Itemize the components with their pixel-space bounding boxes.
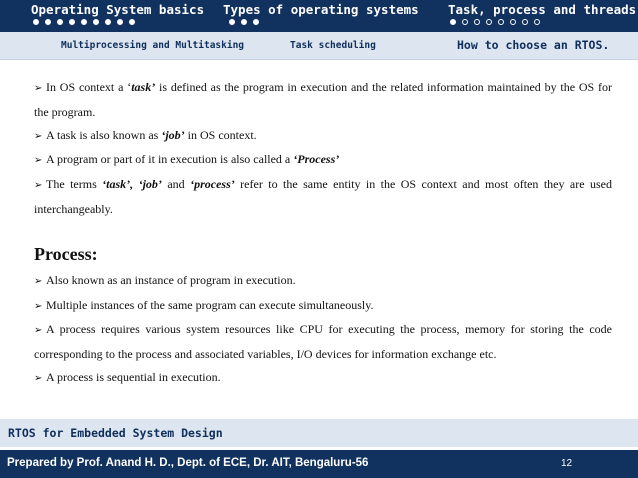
nav-dot[interactable] [105,19,111,25]
nav-dot[interactable] [93,19,99,25]
nav-dot[interactable] [129,19,135,25]
nav-dot[interactable] [45,19,51,25]
top-navigation [0,0,638,32]
bullet-job: ➢ A task is also known as ‘job’ in OS context. [34,124,612,149]
footer-author-bar [0,450,638,478]
bullet-process-resources: ➢ A process requires various system resources like CPU for executing the process, memory for storing the code corresponding to the process and associated variables, I/O devices for information exchange etc. [34,322,612,362]
nav-dot[interactable] [241,19,247,25]
nav-dot[interactable] [229,19,235,25]
slide-content [34,76,612,391]
arrow-bullet-icon: ➢ [34,300,43,312]
process-heading: Process: [34,243,98,264]
bullet-terms-interchangeable: ➢ The terms ‘task’, ‘job’ and ‘process’ refer to the same entity in the OS context and most often they are used interchangeably. [34,177,612,216]
nav-section-task-process-threads[interactable] [430,0,638,32]
nav-dot[interactable] [474,19,480,25]
arrow-bullet-icon: ➢ [34,83,43,94]
nav-progress-dots [229,19,259,25]
nav-progress-dots [33,19,135,25]
nav-dot[interactable] [522,19,528,25]
arrow-bullet-icon: ➢ [34,275,43,287]
subnav-item-task-scheduling[interactable]: Task scheduling [290,40,376,51]
author-credit: Prepared by Prof. Anand H. D., Dept. of ECE, Dr. AIT, Bengaluru-56 [7,457,369,469]
bullet-process-sequential: ➢ A process is sequential in execution. [34,366,612,391]
nav-section-os-types[interactable] [215,0,430,32]
sub-navigation [0,32,638,60]
nav-dot[interactable] [117,19,123,25]
course-title: RTOS for Embedded System Design [8,426,223,440]
nav-section-title[interactable]: Types of operating systems [223,2,419,17]
nav-section-os-basics[interactable] [0,0,215,32]
arrow-bullet-icon: ➢ [34,180,43,192]
arrow-bullet-icon: ➢ [34,372,43,384]
arrow-bullet-icon: ➢ [34,130,43,142]
bullet-task-definition: ➢ In OS context a ‘task’ is defined as the program in execution and the related information maintained by the OS for the program. [34,80,612,119]
arrow-bullet-icon: ➢ [34,155,43,167]
nav-progress-dots [450,19,540,25]
nav-dot[interactable] [33,19,39,25]
page-number: 12 [561,458,573,469]
nav-dot[interactable] [510,19,516,25]
nav-dot[interactable] [498,19,504,25]
nav-dot[interactable] [486,19,492,25]
nav-dot[interactable] [57,19,63,25]
nav-dot[interactable] [462,19,468,25]
subnav-item-multiprocessing[interactable]: Multiprocessing and Multitasking [61,40,245,51]
bullet-multiple-instances: ➢ Multiple instances of the same program can execute simultaneously. [34,294,612,319]
arrow-bullet-icon: ➢ [34,325,43,337]
footer-course-band [0,419,638,447]
bullet-process-term: ➢ A program or part of it in execution is also called a ‘Process’ [34,148,612,173]
nav-dot[interactable] [69,19,75,25]
nav-section-title[interactable]: Operating System basics [31,2,205,17]
nav-dot[interactable] [81,19,87,25]
nav-dot[interactable] [534,19,540,25]
bullet-process-instance: ➢ Also known as an instance of program in execution. [34,269,612,294]
nav-section-title[interactable]: Task, process and threads [448,2,637,17]
nav-dot-current[interactable] [450,19,456,25]
subnav-item-choose-rtos[interactable]: How to choose an RTOS. [457,38,610,52]
nav-dot[interactable] [253,19,259,25]
